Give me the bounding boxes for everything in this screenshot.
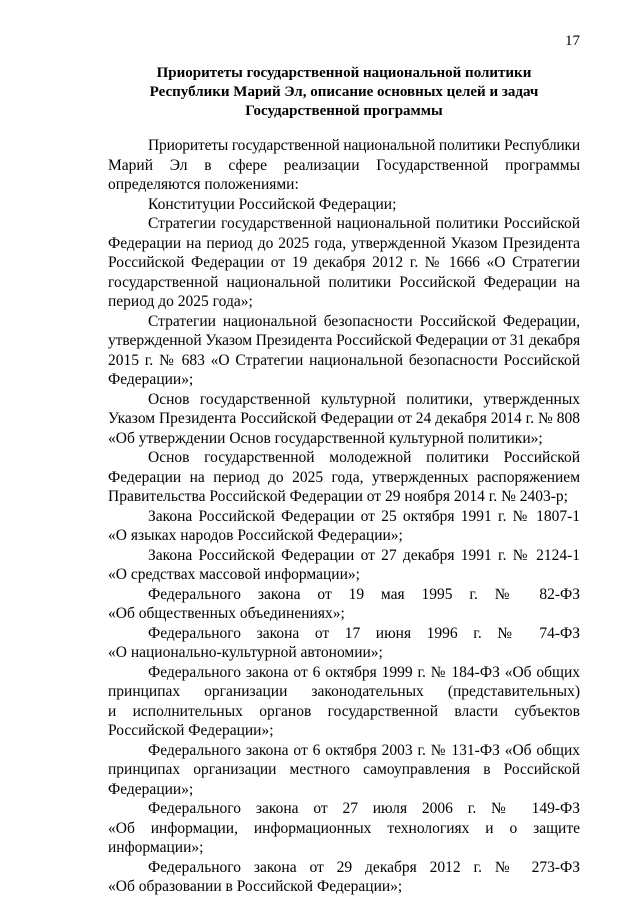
paragraph-line: «Об информации, информационных технологиях и о защите bbox=[108, 819, 580, 837]
paragraph-line: информации»; bbox=[108, 839, 204, 856]
paragraph-line: Федерального закона от 29 декабря 2012 г. № 273-ФЗ bbox=[148, 858, 580, 876]
paragraph bbox=[108, 390, 580, 449]
body-text bbox=[108, 136, 580, 897]
paragraph-line: Конституции Российской Федерации; bbox=[148, 195, 397, 213]
paragraph bbox=[108, 546, 580, 585]
paragraph-line: Стратегии государственной национальной политики Российской bbox=[148, 215, 580, 232]
paragraph-line: Приоритеты государственной национальной политики Республики bbox=[148, 137, 580, 154]
paragraph-line: 2015 г. № 683 «О Стратегии национальной безопасности Российской bbox=[108, 351, 580, 369]
paragraph-line: Федерального закона от 27 июля 2006 г. № 149-ФЗ bbox=[148, 800, 580, 817]
paragraph bbox=[108, 214, 580, 312]
heading-line: Государственной программы bbox=[245, 103, 443, 119]
paragraph bbox=[108, 448, 580, 507]
paragraph-line: определяются положениями: bbox=[108, 176, 299, 193]
paragraph-line: Федерального закона от 19 мая 1995 г. № 82-ФЗ bbox=[148, 585, 580, 603]
paragraph-line: утвержденной Указом Президента Российской Федерации от 31 декабря bbox=[108, 332, 580, 349]
paragraph-line: «Об общественных объединениях»; bbox=[108, 605, 345, 622]
paragraph bbox=[108, 507, 580, 546]
paragraph-line: и исполнительных органов государственной власти субъектов bbox=[108, 702, 580, 720]
paragraph-line: Стратегии национальной безопасности Российской Федерации, bbox=[148, 312, 580, 330]
paragraph-line: «О языках народов Российской Федерации»; bbox=[108, 527, 403, 544]
paragraph-line: Федерации на период до 2025 года, утвержденных распоряжением bbox=[108, 468, 580, 486]
section-heading bbox=[108, 64, 580, 121]
paragraph bbox=[108, 663, 580, 741]
paragraph-line: Указом Президента Российской Федерации от 24 декабря 2014 г. № 808 bbox=[108, 410, 580, 427]
paragraph bbox=[108, 585, 580, 624]
paragraph-line: «Об образовании в Российской Федерации»; bbox=[108, 878, 403, 895]
paragraph bbox=[108, 624, 580, 663]
paragraph-line: Федерального закона от 6 октября 1999 г. № 184-ФЗ «Об общих bbox=[148, 663, 580, 681]
paragraph-line: Федерального закона от 17 июня 1996 г. № 74-ФЗ bbox=[148, 624, 580, 642]
paragraph-line: Федерации на период до 2025 года, утвержденной Указом Президента bbox=[108, 234, 580, 252]
paragraph-line: «О национально-культурной автономии»; bbox=[108, 644, 383, 661]
paragraph bbox=[108, 136, 580, 195]
paragraph-line: принципах организации местного самоуправления в Российской bbox=[108, 761, 580, 778]
paragraph-line: государственной национальной политики Российской Федерации на bbox=[108, 273, 580, 291]
page-number: 17 bbox=[565, 33, 580, 49]
paragraph bbox=[108, 195, 580, 215]
paragraph-line: принципах организации законодательных (представительных) bbox=[108, 683, 580, 700]
paragraph-line: Российской Федерации»; bbox=[108, 722, 274, 739]
heading-line: Приоритеты государственной национальной политики bbox=[156, 65, 532, 81]
paragraph bbox=[108, 312, 580, 390]
paragraph-line: Федерации»; bbox=[108, 780, 194, 798]
paragraph-line: Основ государственной молодежной политики Российской bbox=[148, 449, 580, 466]
paragraph-line: Правительства Российской Федерации от 29 ноября 2014 г. № 2403-р; bbox=[108, 488, 568, 505]
paragraph-line: Федерального закона от 6 октября 2003 г. № 131-ФЗ «Об общих bbox=[148, 741, 580, 759]
paragraph-line: Российской Федерации от 19 декабря 2012 г. № 1666 «О Стратегии bbox=[108, 254, 580, 271]
paragraph bbox=[108, 741, 580, 800]
paragraph-line: «О средствах массовой информации»; bbox=[108, 566, 360, 583]
paragraph-line: период до 2025 года»; bbox=[108, 293, 253, 310]
paragraph-line: «Об утверждении Основ государственной культурной политики»; bbox=[108, 429, 543, 447]
paragraph-line: Закона Российской Федерации от 25 октября 1991 г. № 1807-1 bbox=[148, 507, 580, 525]
paragraph-line: Закона Российской Федерации от 27 декабря 1991 г. № 2124-1 bbox=[148, 546, 580, 564]
paragraph-line: Основ государственной культурной политики, утвержденных bbox=[148, 390, 580, 408]
paragraph-line: Федерации»; bbox=[108, 371, 194, 388]
heading-line: Республики Марий Эл, описание основных целей и задач bbox=[149, 84, 539, 100]
paragraph bbox=[108, 858, 580, 897]
paragraph-line: Марий Эл в сфере реализации Государственной программы bbox=[108, 156, 580, 174]
paragraph bbox=[108, 799, 580, 858]
